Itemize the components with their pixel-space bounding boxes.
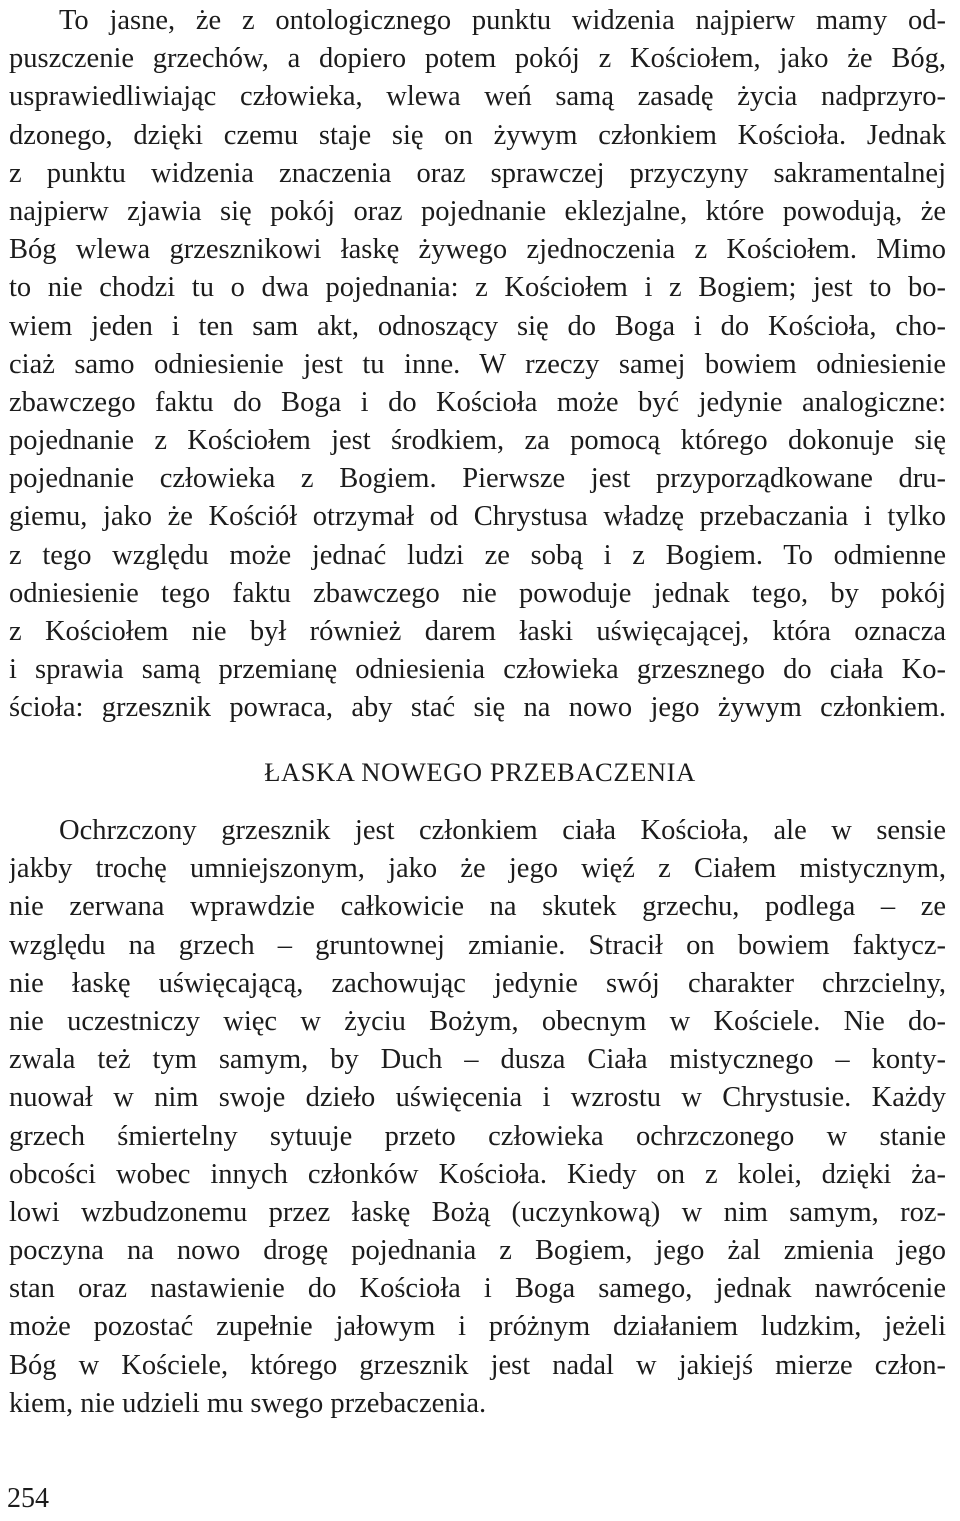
text-line: nie łaskę uświęcającą, zachowując jedynie swój charakter chrzcielny,	[9, 967, 946, 999]
page-number: 254	[7, 1483, 49, 1514]
text-line: ciaż samo odniesienie jest tu inne. W rzeczy samej bowiem odniesienie	[9, 348, 946, 380]
text-line: zwala też tym samym, by Duch – dusza Ciała mistycznego – konty-	[9, 1044, 946, 1076]
text-line: najpierw zjawia się pokój oraz pojednanie eklezjalne, które powodują, że	[9, 195, 946, 227]
paragraph-2	[9, 812, 946, 1423]
text-line: jakby trochę umniejszonym, jako że jego więź z Ciałem mistycznym,	[9, 853, 946, 885]
text-line: i sprawia samą przemianę odniesienia człowieka grzesznego do ciała Ko-	[9, 654, 946, 686]
text-line: poczyna na nowo drogę pojednania z Bogiem, jego żal zmienia jego	[9, 1235, 946, 1267]
text-line: to nie chodzi tu o dwa pojednania: z Kościołem i z Bogiem; jest to bo-	[9, 272, 946, 304]
paragraph-1	[9, 2, 946, 728]
text-line: lowi wzbudzonemu przez łaskę Bożą (uczynkową) w nim samym, roz-	[9, 1196, 946, 1228]
text-line: wiem jeden i ten sam akt, odnoszący się do Boga i do Kościoła, cho-	[9, 310, 946, 342]
text-line: kiem, nie udzieli mu swego przebaczenia.	[9, 1387, 487, 1419]
section-heading: ŁASKA NOWEGO PRZEBACZENIA	[264, 757, 696, 787]
text-line: z tego względu może jednać ludzi ze sobą i z Bogiem. To odmienne	[9, 539, 946, 571]
text-line: stan oraz nastawienie do Kościoła i Boga samego, jednak nawrócenie	[9, 1273, 946, 1305]
text-line: pojednanie człowieka z Bogiem. Pierwsze jest przyporządkowane dru-	[9, 463, 946, 495]
text-line: nuował w nim swoje dzieło uświęcenia i wzrostu w Chrystusie. Każdy	[9, 1082, 946, 1114]
text-line: nie zerwana wprawdzie całkowicie na skutek grzechu, podlega – ze	[9, 891, 946, 923]
text-line: pojednanie z Kościołem jest środkiem, za pomocą którego dokonuje się	[9, 425, 946, 457]
text-line: może pozostać zupełnie jałowym i próżnym działaniem ludzkim, jeżeli	[9, 1311, 946, 1343]
text-line: obcości wobec innych członków Kościoła. Kiedy on z kolei, dzięki ża-	[9, 1158, 946, 1190]
text-line: grzech śmiertelny sytuuje przeto człowieka ochrzczonego w stanie	[9, 1120, 946, 1152]
text-line: względu na grzech – gruntownej zmianie. Stracił on bowiem faktycz-	[9, 929, 946, 961]
text-line: odniesienie tego faktu zbawczego nie powoduje jednak tego, by pokój	[9, 577, 946, 609]
text-line: dzonego, dzięki czemu staje się on żywym członkiem Kościoła. Jednak	[9, 119, 946, 151]
text-line: puszczenie grzechów, a dopiero potem pokój z Kościołem, jako że Bóg,	[9, 43, 946, 75]
text-line: z Kościołem nie był również darem łaski uświęcającej, która oznacza	[9, 616, 946, 647]
text-line: usprawiedliwiając człowieka, wlewa weń samą zasadę życia nadprzyro-	[9, 81, 946, 113]
text-line: ścioła: grzesznik powraca, aby stać się na nowo jego żywym członkiem.	[9, 692, 946, 724]
text-line: Ochrzczony grzesznik jest członkiem ciała Kościoła, ale w sensie	[59, 815, 946, 846]
text-line: To jasne, że z ontologicznego punktu widzenia najpierw mamy od-	[59, 5, 946, 36]
text-line: nie uczestniczy więc w życiu Bożym, obecnym w Kościele. Nie do-	[9, 1005, 946, 1037]
text-line: Bóg wlewa grzesznikowi łaskę żywego zjednoczenia z Kościołem. Mimo	[9, 234, 946, 266]
text-line: Bóg w Kościele, którego grzesznik jest nadal w jakiejś mierze człon-	[9, 1349, 946, 1381]
text-line: giemu, jako że Kościół otrzymał od Chrystusa władzę przebaczania i tylko	[9, 501, 946, 533]
text-line: z punktu widzenia znaczenia oraz sprawczej przyczyny sakramentalnej	[9, 157, 946, 189]
text-line: zbawczego faktu do Boga i do Kościoła może być jedynie analogiczne:	[9, 386, 946, 418]
